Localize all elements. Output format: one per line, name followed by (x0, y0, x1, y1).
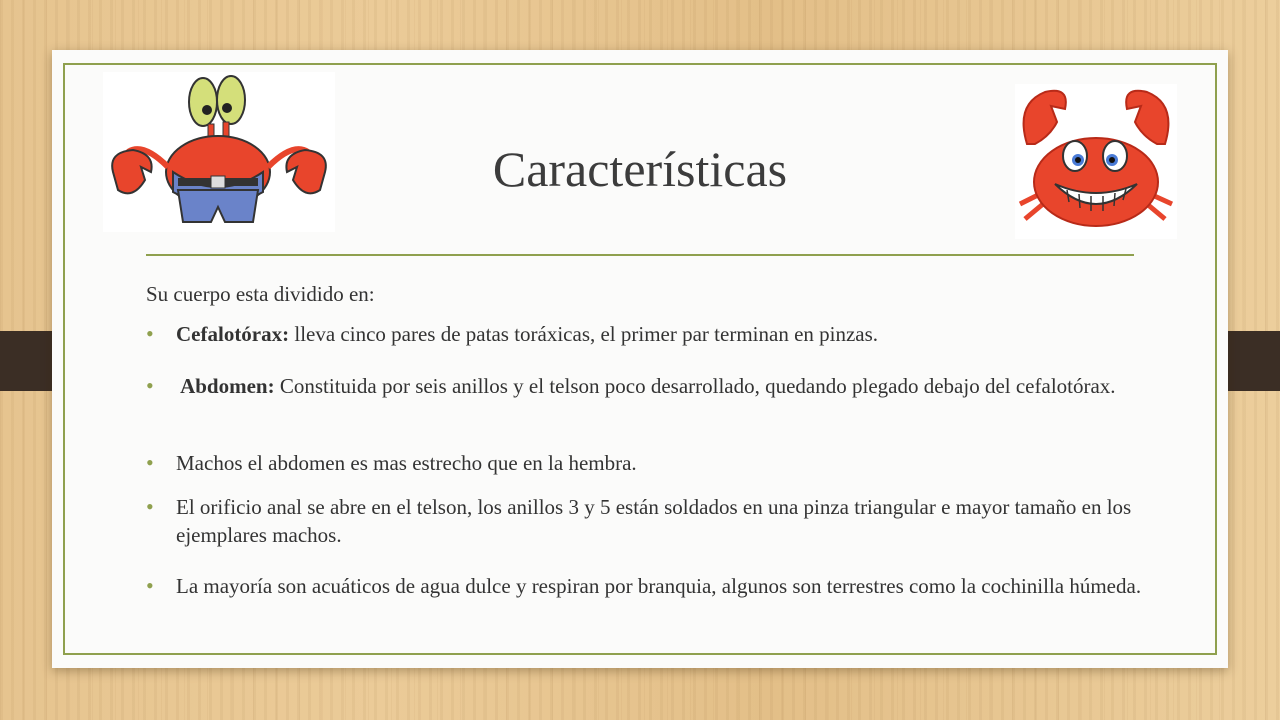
bullet-text: Machos el abdomen es mas estrecho que en la hembra. (176, 451, 637, 475)
bullet-description: lleva cinco pares de patas toráxicas, el primer par terminan en pinzas. (289, 322, 879, 346)
bullet-dot: • (146, 494, 154, 519)
bullet-text (176, 320, 1156, 348)
bullet-description: Constituida por seis anillos y el telson poco desarrollado, quedando plegado debajo del cefalotórax. (274, 374, 1116, 398)
bullet-dot: • (146, 321, 154, 346)
bullet-dot: • (146, 373, 154, 398)
bullet-text (176, 372, 1156, 400)
bullet-text: La mayoría son acuáticos de agua dulce y respiran por branquia, algunos son terrestres como la cochinilla húmeda. (176, 574, 1142, 598)
intro-text: Su cuerpo esta dividido en: (146, 282, 375, 306)
slide-title: Características (492, 141, 788, 197)
bullet-term: Cefalotórax: (176, 322, 290, 346)
bullet-term: Abdomen: (176, 374, 275, 398)
bullet-dot: • (146, 573, 154, 598)
title-divider (146, 254, 1134, 256)
bullet-text: El orificio anal se abre en el telson, los anillos 3 y 5 están soldados en una pinza triangular e mayor tamaño en los ejemplares machos. (176, 495, 1132, 547)
bullet-dot: • (146, 450, 154, 475)
